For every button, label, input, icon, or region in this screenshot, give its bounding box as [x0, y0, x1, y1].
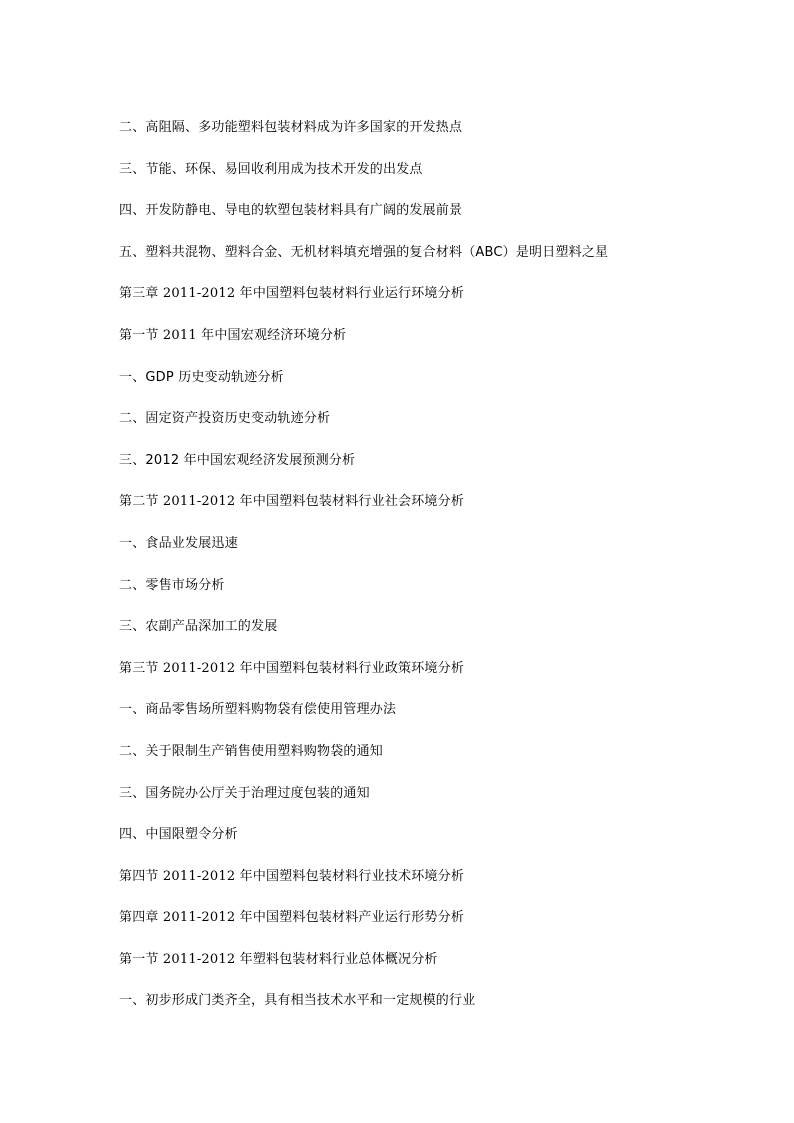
toc-item: 三、2012 年中国宏观经济发展预测分析 [119, 452, 356, 468]
toc-item: 一、食品业发展迅速 [119, 535, 238, 551]
toc-item: 二、高阻隔、多功能塑料包装材料成为许多国家的开发热点 [119, 120, 463, 135]
section-heading: 第四节 2011-2012 年中国塑料包装材料行业技术环境分析 [119, 868, 465, 884]
section-heading: 第二节 2011-2012 年中国塑料包装材料行业社会环境分析 [119, 494, 465, 510]
toc-item: 一、GDP 历史变动轨迹分析 [119, 369, 284, 385]
table-of-contents [119, 117, 719, 1032]
toc-item: 二、零售市场分析 [119, 577, 225, 593]
toc-item: 二、固定资产投资历史变动轨迹分析 [119, 411, 331, 427]
toc-item: 三、农副产品深加工的发展 [119, 619, 278, 635]
section-heading: 第一节 2011 年中国宏观经济环境分析 [119, 327, 347, 343]
toc-item: 一、初步形成门类齐全，具有相当技术水平和一定规模的行业 [119, 993, 476, 1009]
toc-item: 四、开发防静电、导电的软塑包装材料具有广阔的发展前景 [119, 203, 463, 219]
toc-item: 二、关于限制生产销售使用塑料购物袋的通知 [119, 743, 384, 759]
chapter-heading: 第三章 2011-2012 年中国塑料包装材料行业运行环境分析 [119, 286, 465, 302]
toc-item: 一、商品零售场所塑料购物袋有偿使用管理办法 [119, 702, 397, 718]
toc-item: 五、塑料共混物、塑料合金、无机材料填充增强的复合材料（ABC）是明日塑料之星 [119, 244, 609, 260]
toc-item: 三、国务院办公厅关于治理过度包装的通知 [119, 785, 370, 801]
section-heading: 第一节 2011-2012 年塑料包装材料行业总体概况分析 [119, 951, 438, 967]
chapter-heading: 第四章 2011-2012 年中国塑料包装材料产业运行形势分析 [119, 910, 465, 926]
section-heading: 第三节 2011-2012 年中国塑料包装材料行业政策环境分析 [119, 660, 465, 676]
toc-item: 三、节能、环保、易回收利用成为技术开发的出发点 [119, 161, 423, 177]
toc-item: 四、中国限塑令分析 [119, 827, 238, 843]
